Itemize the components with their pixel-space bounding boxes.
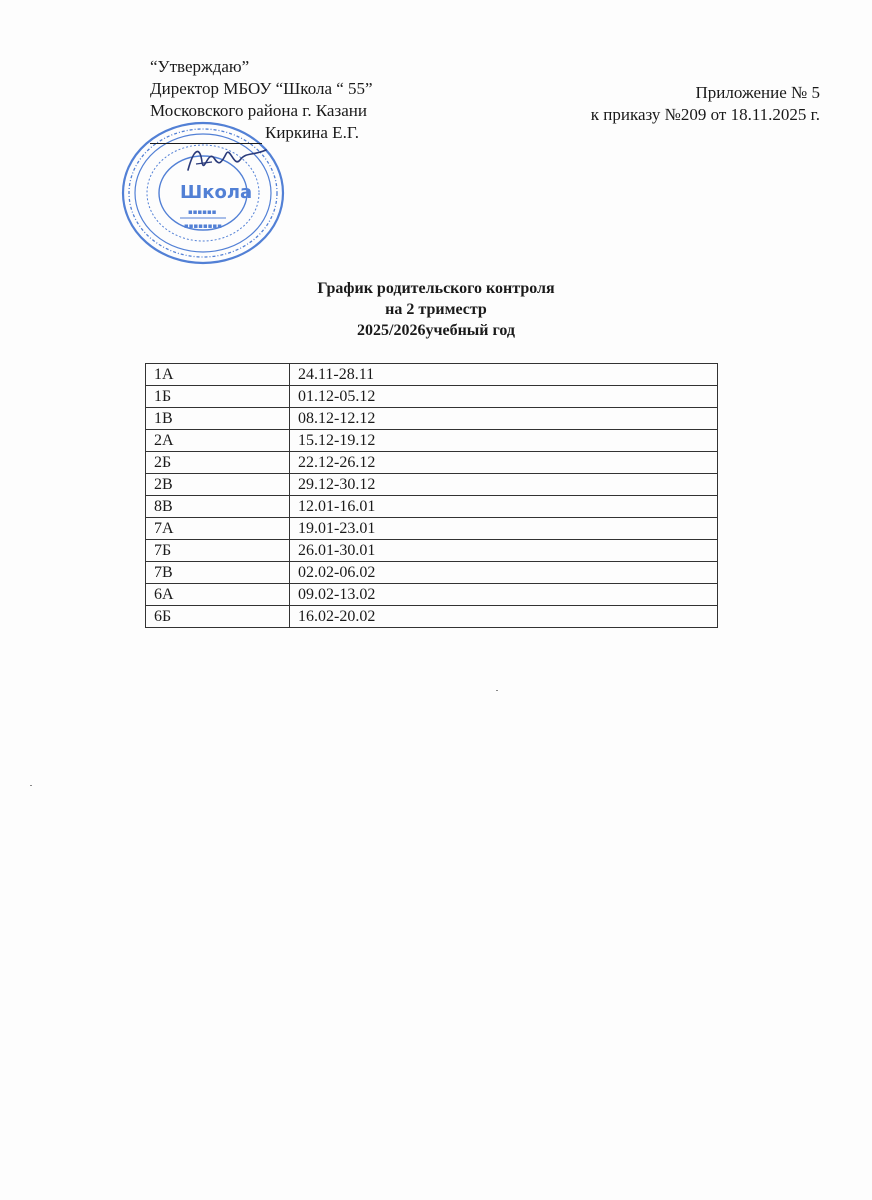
class-cell: 6Б <box>146 606 290 628</box>
period-cell: 02.02-06.02 <box>290 562 718 584</box>
schedule-table <box>145 363 718 628</box>
stamp-center-text: Школа <box>180 182 253 203</box>
class-cell: 2А <box>146 430 290 452</box>
heading-title: График родительского контроля <box>317 280 555 297</box>
table-row <box>146 364 718 386</box>
appendix-number: Приложение № 5 <box>695 83 820 102</box>
table-row <box>146 474 718 496</box>
period-cell: 09.02-13.02 <box>290 584 718 606</box>
scan-speck <box>30 785 32 786</box>
table-row <box>146 606 718 628</box>
table-row <box>146 386 718 408</box>
table-row <box>146 496 718 518</box>
class-cell: 2Б <box>146 452 290 474</box>
period-cell: 01.12-05.12 <box>290 386 718 408</box>
table-row <box>146 430 718 452</box>
approval-block <box>150 56 373 144</box>
period-cell: 19.01-23.01 <box>290 518 718 540</box>
approval-position: Директор МБОУ “Школа “ 55” <box>150 79 373 98</box>
class-cell: 6А <box>146 584 290 606</box>
table-row <box>146 408 718 430</box>
class-cell: 1Б <box>146 386 290 408</box>
period-cell: 16.02-20.02 <box>290 606 718 628</box>
period-cell: 15.12-19.12 <box>290 430 718 452</box>
heading-term: на 2 триместр <box>385 301 487 318</box>
class-cell: 7В <box>146 562 290 584</box>
document-heading <box>0 278 872 341</box>
class-cell: 1А <box>146 364 290 386</box>
period-cell: 08.12-12.12 <box>290 408 718 430</box>
appendix-block <box>591 82 820 126</box>
svg-text:▪▪▪▪▪▪▪▪: ▪▪▪▪▪▪▪▪ <box>184 222 222 230</box>
approval-signer-name: Киркина Е.Г. <box>265 123 359 142</box>
table-row <box>146 562 718 584</box>
class-cell: 7А <box>146 518 290 540</box>
table-row <box>146 540 718 562</box>
heading-year: 2025/2026учебный год <box>357 322 515 339</box>
table-row <box>146 518 718 540</box>
svg-text:▪▪▪▪▪▪: ▪▪▪▪▪▪ <box>188 208 217 216</box>
table-row <box>146 584 718 606</box>
approval-title: “Утверждаю” <box>150 57 250 76</box>
handwritten-signature <box>182 140 272 180</box>
period-cell: 26.01-30.01 <box>290 540 718 562</box>
period-cell: 12.01-16.01 <box>290 496 718 518</box>
period-cell: 22.12-26.12 <box>290 452 718 474</box>
class-cell: 2В <box>146 474 290 496</box>
class-cell: 7Б <box>146 540 290 562</box>
class-cell: 1В <box>146 408 290 430</box>
table-row <box>146 452 718 474</box>
appendix-order: к приказу №209 от 18.11.2025 г. <box>590 105 820 124</box>
scan-speck <box>496 690 498 691</box>
class-cell: 8В <box>146 496 290 518</box>
approval-district: Московского района г. Казани <box>150 101 367 120</box>
period-cell: 29.12-30.12 <box>290 474 718 496</box>
period-cell: 24.11-28.11 <box>290 364 718 386</box>
